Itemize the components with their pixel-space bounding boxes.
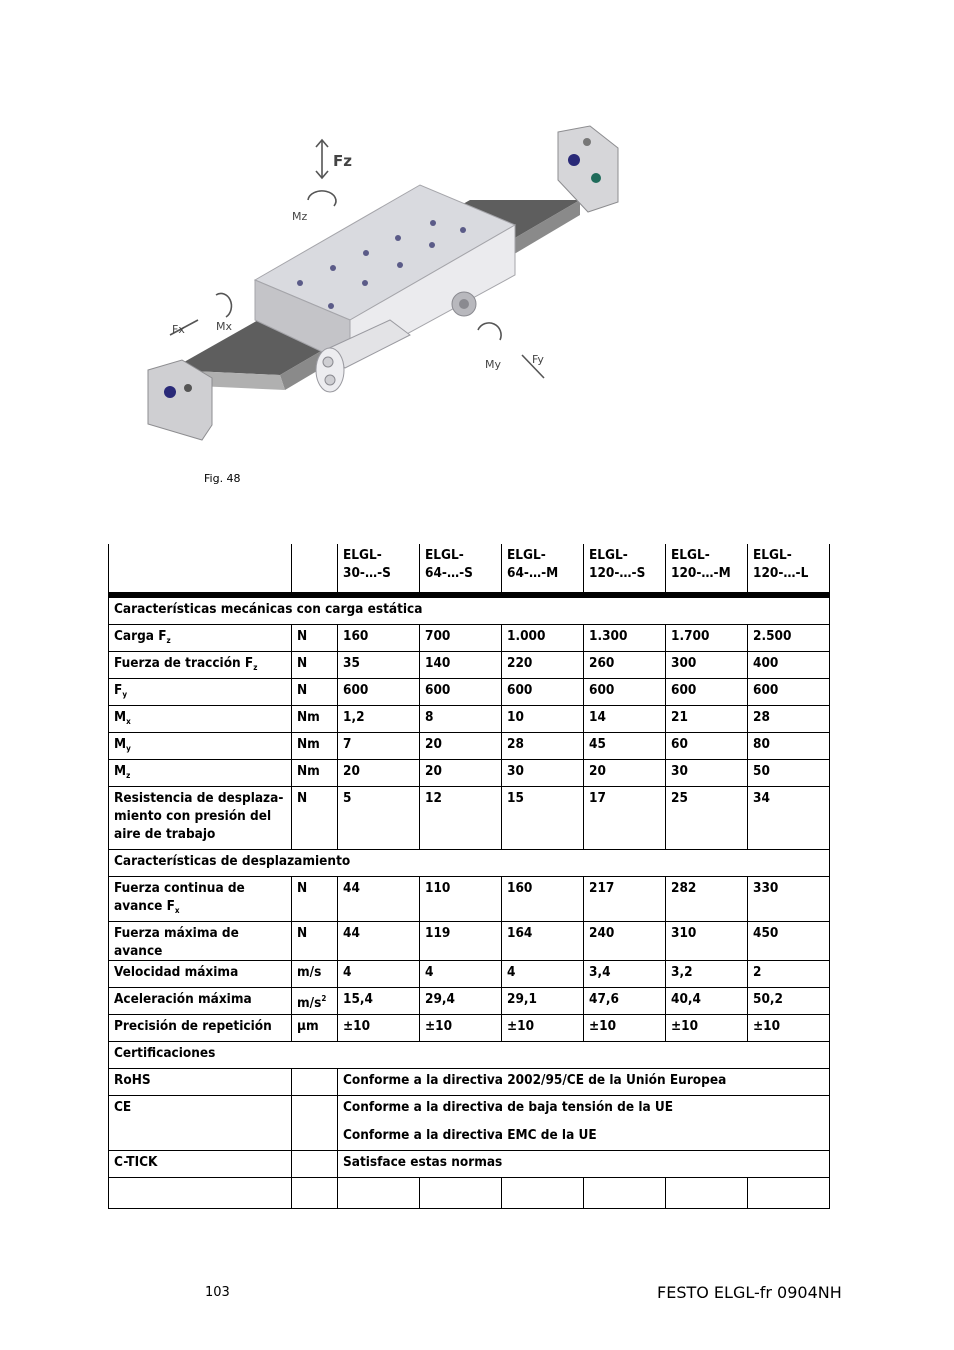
value-cell: 34 bbox=[748, 787, 830, 850]
value-cell: ±10 bbox=[420, 1015, 502, 1042]
row-label: Velocidad máxima bbox=[109, 961, 292, 988]
value-cell: 20 bbox=[338, 760, 420, 787]
row-label: Precisión de repetición bbox=[109, 1015, 292, 1042]
unit-cell: m/s bbox=[292, 961, 338, 988]
unit-cell: N bbox=[292, 625, 338, 652]
value-cell: 80 bbox=[748, 733, 830, 760]
cert-text: Conforme a la directiva 2002/95/CE de la Unión Europea bbox=[338, 1069, 830, 1096]
value-cell: 50 bbox=[748, 760, 830, 787]
value-cell: 15 bbox=[502, 787, 584, 850]
mx-label: Mx bbox=[216, 320, 233, 333]
value-cell: 700 bbox=[420, 625, 502, 652]
section-row bbox=[109, 850, 830, 877]
table-row bbox=[109, 652, 830, 679]
value-cell: 60 bbox=[666, 733, 748, 760]
row-label: RoHS bbox=[109, 1069, 292, 1096]
value-cell: 3,4 bbox=[584, 961, 666, 988]
row-label: Fuerza de tracción $F_z$ bbox=[109, 652, 292, 679]
empty-cell bbox=[109, 1178, 292, 1209]
row-label: Aceleración máxima bbox=[109, 988, 292, 1015]
row-label: $M_z$ bbox=[109, 760, 292, 787]
header-row bbox=[109, 544, 830, 595]
header-cell bbox=[292, 544, 338, 595]
value-cell: 140 bbox=[420, 652, 502, 679]
mz-label: Mz bbox=[292, 210, 308, 223]
value-cell: 25 bbox=[666, 787, 748, 850]
value-cell: 220 bbox=[502, 652, 584, 679]
product-figure bbox=[140, 120, 640, 460]
cert-text: Satisface estas normas bbox=[338, 1151, 830, 1178]
document-reference: FESTO ELGL-fr 0904NH bbox=[657, 1283, 842, 1302]
empty-cell bbox=[292, 1178, 338, 1209]
header-cell bbox=[109, 544, 292, 595]
value-cell: 44 bbox=[338, 877, 420, 922]
row-label: Resistencia de desplaza- miento con presión del aire de trabajo bbox=[109, 787, 292, 850]
value-cell: 160 bbox=[502, 877, 584, 922]
value-cell: 600 bbox=[584, 679, 666, 706]
cert-line: Conforme a la directiva de baja tensión de la UE bbox=[343, 1099, 674, 1115]
fz-label: Fz bbox=[333, 152, 352, 170]
row-label: CE bbox=[109, 1096, 292, 1151]
value-cell: 35 bbox=[338, 652, 420, 679]
row-label: Fuerza máxima de avance bbox=[109, 922, 292, 961]
value-cell: 3,2 bbox=[666, 961, 748, 988]
my-label: My bbox=[485, 358, 502, 371]
unit-cell: N bbox=[292, 787, 338, 850]
fx-label: Fx bbox=[172, 323, 185, 336]
fy-label: Fy bbox=[532, 353, 544, 366]
value-cell: 1.300 bbox=[584, 625, 666, 652]
header-cell: ELGL- 30-…-S bbox=[338, 544, 420, 595]
unit-cell bbox=[292, 1096, 338, 1151]
value-cell: 29,4 bbox=[420, 988, 502, 1015]
value-cell: ±10 bbox=[666, 1015, 748, 1042]
unit-cell: Nm bbox=[292, 706, 338, 733]
value-cell: 45 bbox=[584, 733, 666, 760]
unit-cell: Nm bbox=[292, 760, 338, 787]
value-cell: 600 bbox=[502, 679, 584, 706]
value-cell: 40,4 bbox=[666, 988, 748, 1015]
value-cell: 2 bbox=[748, 961, 830, 988]
value-cell: 47,6 bbox=[584, 988, 666, 1015]
page-number: 103 bbox=[205, 1285, 230, 1300]
table-row bbox=[109, 961, 830, 988]
value-cell: 4 bbox=[502, 961, 584, 988]
row-label: Fuerza continua de avance $F_x$ bbox=[109, 877, 292, 922]
value-cell: 400 bbox=[748, 652, 830, 679]
spec-table bbox=[108, 544, 830, 1209]
section-title: Certificaciones bbox=[109, 1042, 830, 1069]
value-cell: 600 bbox=[666, 679, 748, 706]
value-cell: ±10 bbox=[502, 1015, 584, 1042]
row-label: $M_x$ bbox=[109, 706, 292, 733]
value-cell: 164 bbox=[502, 922, 584, 961]
table-row bbox=[109, 877, 830, 922]
value-cell: 2.500 bbox=[748, 625, 830, 652]
row-label: $M_y$ bbox=[109, 733, 292, 760]
table-row bbox=[109, 988, 830, 1015]
value-cell: 1.700 bbox=[666, 625, 748, 652]
value-cell: 15,4 bbox=[338, 988, 420, 1015]
value-cell: 7 bbox=[338, 733, 420, 760]
table-row bbox=[109, 1015, 830, 1042]
value-cell: 20 bbox=[584, 760, 666, 787]
value-cell: 28 bbox=[748, 706, 830, 733]
value-cell: 21 bbox=[666, 706, 748, 733]
section-title: Características mecánicas con carga estática bbox=[109, 595, 830, 625]
unit-cell: Nm bbox=[292, 733, 338, 760]
value-cell: 30 bbox=[666, 760, 748, 787]
row-label: Carga $F_z$ bbox=[109, 625, 292, 652]
value-cell: 1.000 bbox=[502, 625, 584, 652]
value-cell: 17 bbox=[584, 787, 666, 850]
value-cell: 20 bbox=[420, 733, 502, 760]
row-label: C-TICK bbox=[109, 1151, 292, 1178]
table-row bbox=[109, 922, 830, 961]
value-cell: 450 bbox=[748, 922, 830, 961]
cert-text bbox=[338, 1096, 830, 1151]
section-row bbox=[109, 1042, 830, 1069]
cert-line: Conforme a la directiva EMC de la UE bbox=[343, 1127, 597, 1143]
value-cell: 119 bbox=[420, 922, 502, 961]
value-cell: 240 bbox=[584, 922, 666, 961]
value-cell: 217 bbox=[584, 877, 666, 922]
table-row bbox=[109, 760, 830, 787]
header-cell: ELGL- 64-…-M bbox=[502, 544, 584, 595]
value-cell: 28 bbox=[502, 733, 584, 760]
table-row bbox=[109, 706, 830, 733]
table-row bbox=[109, 625, 830, 652]
left-end-cap bbox=[148, 360, 212, 440]
table-row bbox=[109, 1151, 830, 1178]
value-cell: 260 bbox=[584, 652, 666, 679]
value-cell: 4 bbox=[338, 961, 420, 988]
value-cell: ±10 bbox=[748, 1015, 830, 1042]
header-cell: ELGL- 120-…-L bbox=[748, 544, 830, 595]
unit-cell: $m/s^2$ bbox=[292, 988, 338, 1015]
value-cell: 600 bbox=[748, 679, 830, 706]
empty-cell bbox=[666, 1178, 748, 1209]
empty-cell bbox=[420, 1178, 502, 1209]
value-cell: 8 bbox=[420, 706, 502, 733]
unit-cell bbox=[292, 1069, 338, 1096]
empty-row bbox=[109, 1178, 830, 1209]
value-cell: 300 bbox=[666, 652, 748, 679]
value-cell: 5 bbox=[338, 787, 420, 850]
empty-cell bbox=[338, 1178, 420, 1209]
value-cell: 50,2 bbox=[748, 988, 830, 1015]
header-cell: ELGL- 120-…-M bbox=[666, 544, 748, 595]
value-cell: 310 bbox=[666, 922, 748, 961]
table-row bbox=[109, 733, 830, 760]
header-cell: ELGL- 64-…-S bbox=[420, 544, 502, 595]
value-cell: 282 bbox=[666, 877, 748, 922]
value-cell: 110 bbox=[420, 877, 502, 922]
table-row bbox=[109, 787, 830, 850]
value-cell: ±10 bbox=[584, 1015, 666, 1042]
value-cell: 14 bbox=[584, 706, 666, 733]
unit-cell: N bbox=[292, 652, 338, 679]
value-cell: 330 bbox=[748, 877, 830, 922]
unit-cell: N bbox=[292, 922, 338, 961]
unit-cell: N bbox=[292, 679, 338, 706]
section-row bbox=[109, 595, 830, 625]
empty-cell bbox=[748, 1178, 830, 1209]
empty-cell bbox=[584, 1178, 666, 1209]
empty-cell bbox=[502, 1178, 584, 1209]
table-row bbox=[109, 1096, 830, 1151]
table-row bbox=[109, 1069, 830, 1096]
unit-cell: N bbox=[292, 877, 338, 922]
value-cell: 10 bbox=[502, 706, 584, 733]
section-title: Características de desplazamiento bbox=[109, 850, 830, 877]
value-cell: 600 bbox=[420, 679, 502, 706]
figure-caption: Fig. 48 bbox=[204, 472, 241, 485]
value-cell: 30 bbox=[502, 760, 584, 787]
table-row bbox=[109, 679, 830, 706]
value-cell: 44 bbox=[338, 922, 420, 961]
unit-cell: μm bbox=[292, 1015, 338, 1042]
value-cell: 160 bbox=[338, 625, 420, 652]
value-cell: 12 bbox=[420, 787, 502, 850]
value-cell: 4 bbox=[420, 961, 502, 988]
value-cell: 20 bbox=[420, 760, 502, 787]
value-cell: 29,1 bbox=[502, 988, 584, 1015]
row-label: $F_y$ bbox=[109, 679, 292, 706]
value-cell: ±10 bbox=[338, 1015, 420, 1042]
value-cell: 1,2 bbox=[338, 706, 420, 733]
unit-cell bbox=[292, 1151, 338, 1178]
value-cell: 600 bbox=[338, 679, 420, 706]
header-cell: ELGL- 120-…-S bbox=[584, 544, 666, 595]
